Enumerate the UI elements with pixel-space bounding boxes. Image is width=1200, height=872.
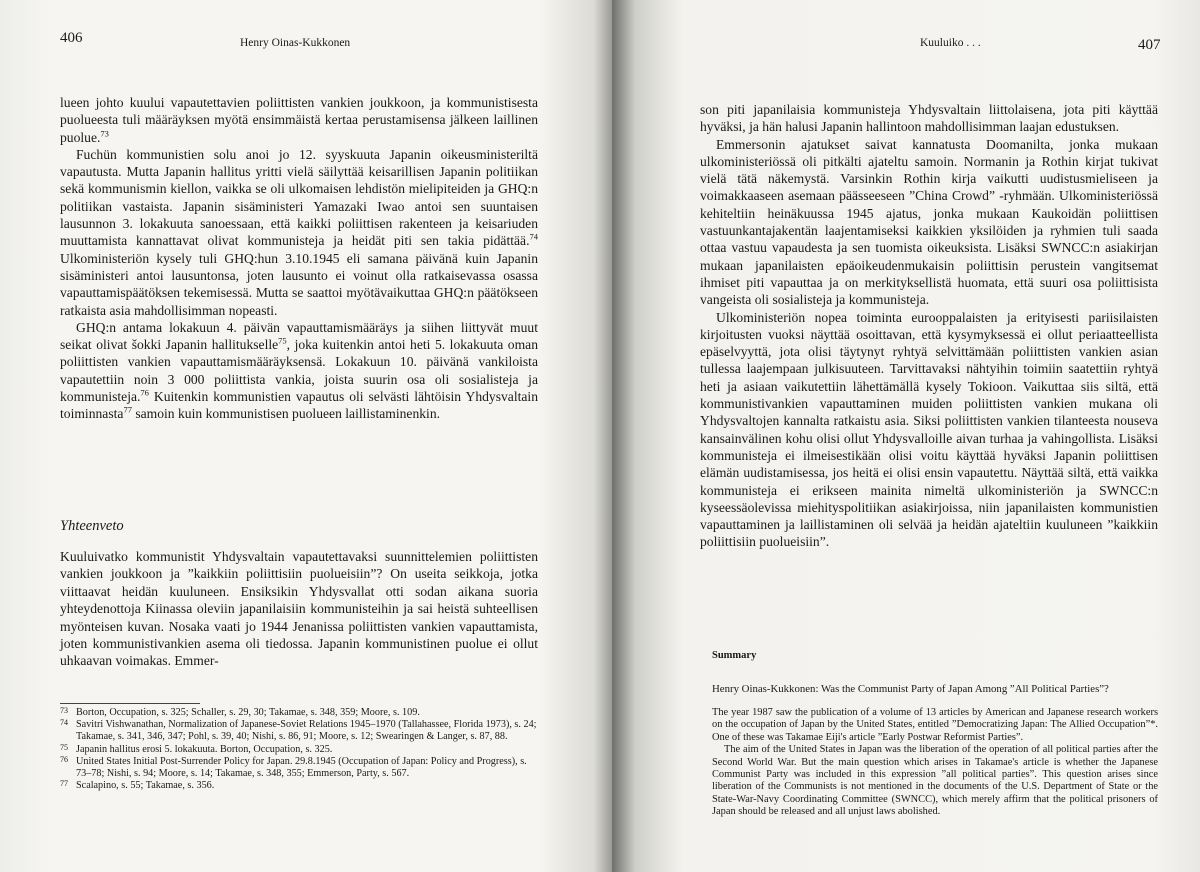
footnote: 73 Borton, Occupation, s. 325; Schaller, s. 29, 30; Takamae, s. 348, 359; Moore, s. 109. — [60, 706, 420, 718]
page-number-left: 406 — [60, 30, 83, 46]
paragraph: Emmersonin ajatukset saivat kannatusta Doomanilta, jonka mukaan ulkoministeriössä oli pitkälti ajateltu samoin. Normanin ja Rothin kirjat tukivat vielä tätä näkemystä. Varsinkin Rothin kirja vaikutti uudistusmieliseen ja voimakkaaseen asemaan päässeeseen ”China Crowd” -ryhmään. Ulkoministeriössä kehiteltiin heinäkuussa 1945 ajatus, jonka mukaan Kaukoidän poliittisen vastuunkantajakentän laajentamiseksi kaikkien yksilöiden ja ryhmien tuli saada ottaa vastuu vapaudesta ja sen tuomista oikeuksista. Lisäksi SWNCC:n asiakirjan mukaan japanilaisten epäoikeudenmukaisin poliittisin perustein vangitsemat ihmiset piti vapauttaa ja on merkityksellistä huomata, että suuri osa poliittisista vangeista oli sosialisteja ja kommunisteja. — [700, 136, 1158, 308]
section-heading: Yhteenveto — [60, 518, 124, 534]
running-head-left: Henry Oinas-Kukkonen — [240, 37, 351, 49]
left-body-text — [60, 94, 538, 423]
paragraph: son piti japanilaisia kommunisteja Yhdysvaltain liittolaisena, jota piti käyttää hyväksi, ja hän halusi Japanin hallintoon mahdollisimman laajan edustuksen. — [700, 102, 1158, 135]
footnotes — [60, 707, 538, 792]
footnote-divider — [60, 703, 200, 704]
right-body-text — [700, 101, 1158, 551]
paragraph: Ulkoministeriön nopea toiminta eurooppalaisten ja erityisesti pariisilaisten kirjoitusten vuoksi näyttää osoittavan, että kysymyksessä ei ollut periaatteellista epäselvyyttä, jota olisi täytynyt ryhtyä selvittämään poliittisten vankien asian tullessa laajempaan julkisuuteen. Tarvittavaksi nähtyihin toimiin saatettiin ryhtyä heti ja asiaan vaikutettiin lähettämällä kysely Tokioon. Vaikuttaa siis siltä, että kommunistivankien vapauttaminen muiden poliittisten vankien mukana oli Yhdysvaltojen kannalta ratkaistu asia. Siksi poliittisten vankien tilanteesta nouseva kansainvälinen kohu olisi ollut Yhdysvalloille aivan turhaa ja vahingollista. Lisäksi kommunisteja ei ilmeisestikään olisi voitu käyttää hyväksi Japanin poliittisen elämän uudistamisessa, jos heitä ei olisi ensin vapautettu. Näyttää siltä, että vaikka kommunisteja ei erikseen mainita nimeltä ulkoministeriön ja SWNCC:n kyseessäolevissa miehityspolitiikan asiakirjoissa, niin japanilaisten kommunistien vapauttaminen ja laillistaminen oli selvää ja heidän ajateltiin kuuluneen ”kaikkiin poliittisiin puolueisiin”. — [700, 309, 1158, 550]
footnote: 75 Japanin hallitus erosi 5. lokakuuta. Borton, Occupation, s. 325. — [60, 742, 333, 755]
footnote: 77 Scalapino, s. 55; Takamae, s. 356. — [60, 779, 215, 792]
footnote-ref: 73 — [100, 128, 109, 139]
paragraph: The aim of the United States in Japan was the liberation of the operation of all political parties after the Second World War. But the main question which arises in Takamae's article is whether the Japanese Communist Party was included in this expression ”all political parties”. This question arises since liberation of the Communists is not mentioned in the documents of the U.S. Department of State or the State-War-Navy Coordinating Committee (SWNCC), which merely affirm that the political prisoners of Japan should be released and all unjust laws abolished. — [712, 744, 1158, 818]
footnote-ref: 77 — [123, 404, 132, 415]
paragraph: lueen johto kuului vapautettavien poliittisten vankien joukkoon, ja kommunistisesta puolueesta tuli määräyksen myötä ensimmäistä kertaa perustamisensa jälkeen laillinen puolue.$^{73}$ — [60, 95, 538, 145]
summary-title: Summary — [712, 650, 757, 661]
footnote: 76 United States Initial Post-Surrender Policy for Japan. 29.8.1945 (Occupation of Japan: Policy and Progress), s. 73–78; Nishi, s. 94; Moore, s. 14; Takamae, s. 348, 355; Emmerson, Party, s. 567. — [60, 754, 527, 780]
summary-subtitle: Henry Oinas-Kukkonen: Was the Communist Party of Japan Among ”All Political Parties”? — [712, 683, 1109, 695]
summary-paragraph-fi: Kuuluivatko kommunistit Yhdysvaltain vapautettavaksi suunnittelemien poliittisten vankien joukkoon ja ”kaikkiin poliittisiin puolueisiin”? On useita seikkoja, jotka viittaavat heidän kuuluneen. Ensiksikin Yhdysvallat otti sodan aikana suoria yhteydenottoja Kiinassa oleviin japanilaisiin kommunisteihin ja sai heistä suhteellisen myönteisen kuvan. Nosaka vaati jo 1944 Jenanissa poliittisten vankien vapauttamista, joten kommunistivankien asema oli tiedossa. Japanin kommunistinen puolue ei ollut uhkaavan voimakas. Emmer- — [60, 549, 538, 669]
paragraph: The year 1987 saw the publication of a volume of 13 articles by American and Japanese research workers on the occupation of Japan by the United States, entitled ”Democratizing Japan: The Allied Occupation”*. One of these was Takamae Eiji's article ”Early Postwar Reformist Parties”. — [712, 707, 1158, 743]
page-number-right: 407 — [1138, 37, 1161, 53]
footnote-ref: 74 — [529, 231, 538, 242]
summary-text-en — [712, 707, 1158, 819]
footnote: 74 Savitri Vishwanathan, Normalization of Japanese-Soviet Relations 1945–1970 (Tallahassee, Florida 1973), s. 24; Takamae, s. 341, 346, 347; Pohl, s. 39, 40; Nishi, s. 86, 91; Moore, s. 12; Swearingen & Langer, s. 87, 88. — [60, 718, 537, 743]
running-head-right: Kuuluiko . . . — [920, 37, 981, 49]
footnote-ref: 76 — [140, 387, 149, 398]
footnote-ref: 75 — [278, 335, 287, 346]
right-page — [612, 0, 1200, 872]
paragraph: Fuchün kommunistien solu anoi jo 12. syyskuuta Japanin oikeusministeriltä vapautusta. Mutta Japanin hallitus yritti vielä säilyttää keisarillisen Japanin politiikan sekä kommunismin kiellon, vaikka se oli ulkomaisen lehdistön mielipiteiden ja GHQ:n politiikan vastaista. Japanin sisäministeri Yamazaki Iwao antoi sen suuntaisen lausunnon 3. lokakuuta sanoessaan, että kaikki poliittisen rakenteen ja keisariuden muuttamista kannattavat olivat kommunisteja ja heidät piti sen takia pidättää.$^{74}$ Ulkoministeriön kysely tuli GHQ:hun 3.10.1945 eli samana päivänä kuin Japanin sisäministeri antoi lausuntonsa, joten lausunto ei voinut olla ratkaisevassa osassa vapauttamispäätöksen tekemisessä. Mutta se saattoi myötävaikuttaa GHQ:n päätökseen ratkaista asia mahdollisimman nopeasti. — [60, 146, 538, 318]
paragraph: GHQ:n antama lokakuun 4. päivän vapauttamismääräys ja siihen liittyvät muut seikat olivat šokki Japanin hallitukselle$^{75}$, joka kuitenkin antoi heti 5. lokakuuta oman poliittisten vankien vapauttamismääräyksensä. Lokakuun 10. päivänä vankiloista vapautettiin noin 3 000 poliittista vankia, joista suurin osa oli sosialisteja ja kommunisteja.$^{76}$ Kuitenkin kommunistien vapautus oli selvästi lähtöisin Yhdysvaltain toiminnasta$^{77}$ samoin kuin kommunistisen puolueen laillistaminenkin. — [60, 319, 538, 422]
